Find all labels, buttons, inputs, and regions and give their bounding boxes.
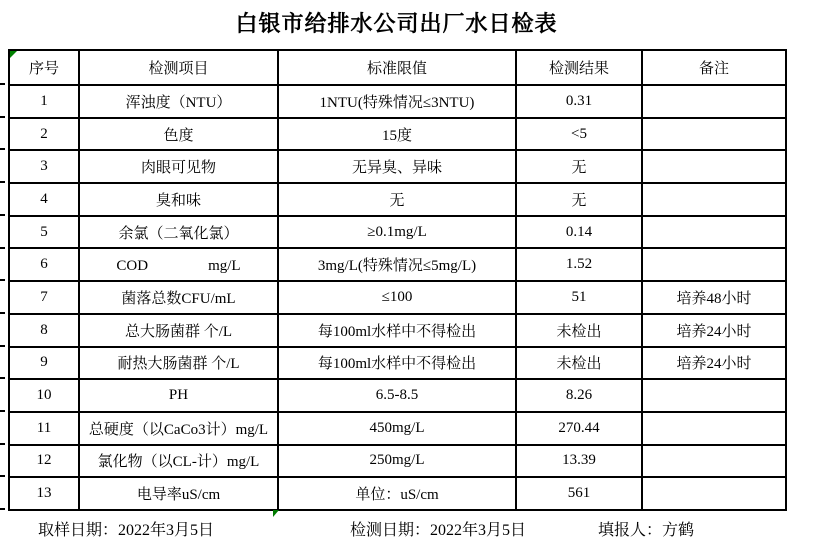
test-item-cell[interactable]: 余氯（二氧化氯） [79,216,278,249]
test-item-cell[interactable]: 肉眼可见物 [79,150,278,183]
table-row [9,281,786,314]
test-result-cell[interactable]: 未检出 [516,347,642,380]
test-item-cell[interactable]: 臭和味 [79,183,278,216]
gridline-stub [0,247,5,249]
serial-number-cell[interactable]: 3 [9,150,79,183]
standard-limit-cell[interactable]: 每100ml水样中不得检出 [278,347,516,380]
table-row [9,150,786,183]
test-result-cell[interactable]: 270.44 [516,412,642,445]
table-row [9,248,786,281]
header-serial-number[interactable]: 序号 [9,50,79,85]
standard-limit-cell[interactable]: 15度 [278,118,516,151]
table-row [9,379,786,412]
gridline-stub [0,148,5,150]
table-body [9,85,786,510]
serial-number-cell[interactable]: 10 [9,379,79,412]
gridline-stub [0,345,5,347]
sampling-date-label: 取样日期： [38,522,119,539]
test-result-cell[interactable]: 0.31 [516,85,642,118]
test-item-cell[interactable]: 浑浊度（NTU） [79,85,278,118]
inspection-table [8,49,787,511]
remark-cell[interactable] [642,412,786,445]
excel-error-indicator-icon [10,51,17,58]
test-item-cell[interactable]: PH [79,379,278,412]
test-result-cell[interactable]: 无 [516,150,642,183]
standard-limit-cell[interactable]: 3mg/L(特殊情况≤5mg/L) [278,248,516,281]
table-row [9,412,786,445]
test-result-cell[interactable]: 561 [516,477,642,510]
remark-cell[interactable] [642,216,786,249]
standard-limit-cell[interactable]: 1NTU(特殊情况≤3NTU) [278,85,516,118]
serial-number-cell[interactable]: 13 [9,477,79,510]
header-test-item[interactable]: 检测项目 [79,50,278,85]
table-row [9,445,786,478]
table-row [9,216,786,249]
test-item-cell[interactable]: 耐热大肠菌群 个/L [79,347,278,380]
remark-cell[interactable]: 培养24小时 [642,314,786,347]
gridline-stub [0,312,5,314]
green-cell-marker-icon [273,510,279,517]
remark-cell[interactable] [642,85,786,118]
remark-cell[interactable]: 培养48小时 [642,281,786,314]
serial-number-cell[interactable]: 4 [9,183,79,216]
remark-cell[interactable] [642,477,786,510]
serial-number-cell[interactable]: 1 [9,85,79,118]
table-row [9,314,786,347]
test-date-label: 检测日期： [350,522,431,539]
table-header-row [9,50,786,85]
serial-number-cell[interactable]: 5 [9,216,79,249]
gridline-stub [0,508,5,510]
serial-number-cell[interactable]: 6 [9,248,79,281]
standard-limit-cell[interactable]: ≥0.1mg/L [278,216,516,249]
gridline-stub [0,475,5,477]
standard-limit-cell[interactable]: 无异臭、异味 [278,150,516,183]
test-item-cell[interactable]: 氯化物（以CL-计）mg/L [79,445,278,478]
standard-limit-cell[interactable]: 每100ml水样中不得检出 [278,314,516,347]
standard-limit-cell[interactable]: 单位：uS/cm [278,477,516,510]
test-item-cell[interactable]: 总大肠菌群 个/L [79,314,278,347]
serial-number-cell[interactable]: 2 [9,118,79,151]
gridline-stub [0,410,5,412]
test-result-cell[interactable]: 51 [516,281,642,314]
test-item-cell[interactable]: 电导率uS/cm [79,477,278,510]
reporter-label: 填报人： [598,522,663,539]
test-date-value: 2022年3月5日 [430,522,527,539]
header-standard-limit[interactable]: 标准限值 [278,50,516,85]
sampling-date-value: 2022年3月5日 [118,522,215,539]
standard-limit-cell[interactable]: 450mg/L [278,412,516,445]
serial-number-cell[interactable]: 11 [9,412,79,445]
serial-number-cell[interactable]: 7 [9,281,79,314]
table-row [9,85,786,118]
reporter-value: 方鹤 [662,522,695,539]
test-result-cell[interactable]: 8.26 [516,379,642,412]
test-item-cell[interactable]: 菌落总数CFU/mL [79,281,278,314]
sampling-date [38,517,214,540]
test-result-cell[interactable]: <5 [516,118,642,151]
test-result-cell[interactable]: 1.52 [516,248,642,281]
gridline-stub [0,83,5,85]
test-result-cell[interactable]: 13.39 [516,445,642,478]
table-row [9,347,786,380]
standard-limit-cell[interactable]: 6.5-8.5 [278,379,516,412]
standard-limit-cell[interactable]: 250mg/L [278,445,516,478]
test-item-cell[interactable]: 色度 [79,118,278,151]
standard-limit-cell[interactable]: ≤100 [278,281,516,314]
table-row [9,477,786,510]
serial-number-cell[interactable]: 9 [9,347,79,380]
gridline-stub [0,181,5,183]
test-result-cell[interactable]: 无 [516,183,642,216]
table-row [9,118,786,151]
reporter [598,517,694,540]
gridline-stub [0,279,5,281]
test-result-cell[interactable]: 0.14 [516,216,642,249]
page-title: 白银市给排水公司出厂水日检表 [235,11,558,36]
test-item-cell[interactable]: 总硬度（以CaCo3计）mg/L [79,412,278,445]
serial-number-cell[interactable]: 12 [9,445,79,478]
serial-number-cell[interactable]: 8 [9,314,79,347]
remark-cell[interactable] [642,379,786,412]
test-date [350,517,526,540]
gridline-stub [0,377,5,379]
table-row [9,183,786,216]
remark-cell[interactable] [642,183,786,216]
test-result-cell[interactable]: 未检出 [516,314,642,347]
remark-cell[interactable] [642,150,786,183]
standard-limit-cell[interactable]: 无 [278,183,516,216]
header-test-result[interactable]: 检测结果 [516,50,642,85]
remark-cell[interactable] [642,445,786,478]
test-item-cell[interactable]: COD mg/L [79,248,278,281]
gridline-stub [0,214,5,216]
remark-cell[interactable] [642,118,786,151]
remark-cell[interactable] [642,248,786,281]
remark-cell[interactable]: 培养24小时 [642,347,786,380]
gridline-stub [0,116,5,118]
header-remark[interactable]: 备注 [642,50,786,85]
gridline-stub [0,443,5,445]
